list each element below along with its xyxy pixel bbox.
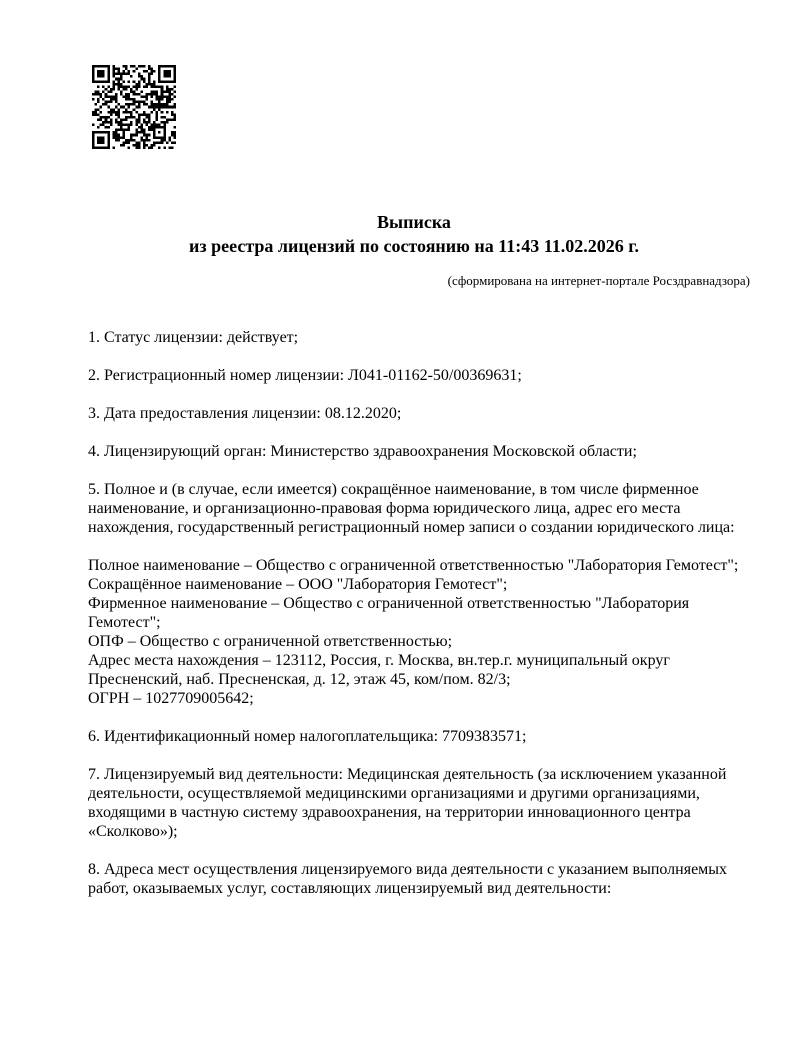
document-title [88,210,740,258]
company-ogrn-line: ОГРН – 1027709005642; [88,690,254,707]
generated-note: (сформирована на интернет-портале Росздравнадзора) [447,273,750,288]
document-title-line1: Выписка [377,212,451,232]
document-body [88,328,740,917]
paragraph-registration-number: 2. Регистрационный номер лицензии: Л041-01162-50/00369631; [88,367,522,384]
company-brand-name-line: Фирменное наименование – Общество с ограниченной ответственностью "Лаборатория Гемотест"; [88,595,690,631]
paragraph-license-status: 1. Статус лицензии: действует; [88,329,299,346]
company-full-name-line: Полное наименование – Общество с ограниченной ответственностью "Лаборатория Гемотест"; [88,557,739,574]
company-details-block [88,556,740,708]
paragraph-company-info-heading: 5. Полное и (в случае, если имеется) сокращённое наименование, в том числе фирменное наименование, и организационно-правовая форма юридического лица, адрес его места нахождения, государственный регистрационный номер записи о создании юридического лица: [88,481,735,536]
company-opf-line: ОПФ – Общество с ограниченной ответственностью; [88,633,453,650]
paragraph-grant-date: 3. Дата предоставления лицензии: 08.12.2020; [88,405,402,422]
paragraph-activity-addresses: 8. Адреса мест осуществления лицензируемого вида деятельности с указанием выполняемых работ, оказываемых услуг, составляющих лицензируемый вид деятельности: [88,861,728,897]
paragraph-inn: 6. Идентификационный номер налогоплательщика: 7709383571; [88,728,527,745]
company-address-line: Адрес места нахождения – 123112, Россия, г. Москва, вн.тер.г. муниципальный округ Пресненский, наб. Пресненская, д. 12, этаж 45, ком/пом. 82/3; [88,652,670,688]
paragraph-licensing-authority: 4. Лицензирующий орган: Министерство здравоохранения Московской области; [88,443,637,460]
document-title-line2: из реестра лицензий по состоянию на 11:43 11.02.2026 г. [189,236,639,256]
company-short-name-line: Сокращённое наименование – ООО "Лаборатория Гемотест"; [88,576,508,593]
qr-code [92,65,176,149]
paragraph-activity-type: 7. Лицензируемый вид деятельности: Медицинская деятельность (за исключением указанной деятельности, осуществляемой медицинскими организациями и другими организациями, входящими в частную систему здравоохранения, на территории инновационного центра «Сколково»); [88,766,727,840]
